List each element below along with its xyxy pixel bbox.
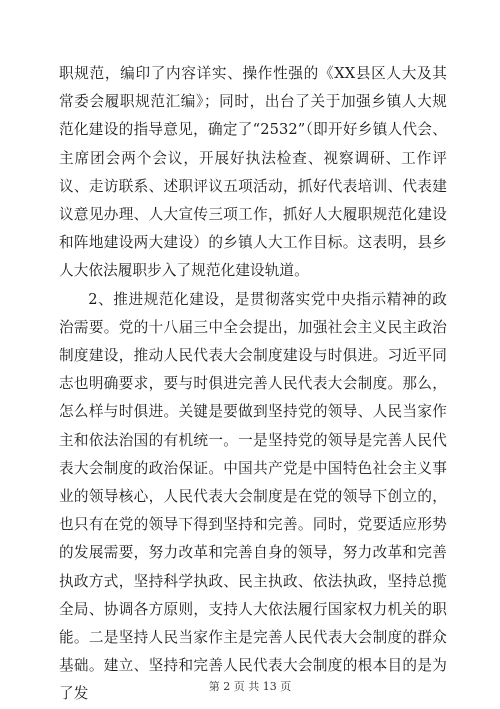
- paragraph-1: 职规范，编印了内容详实、操作性强的《XX县区人大及其常委会履职规范汇编》；同时，出台了关于加强乡镇人大规范化建设的指导意见，确定了“2532”（即开好乡镇人代会、主席团会两个会议，开展好执法检查、视察调研、工作评议、走访联系、述职评议五项活动，抓好代表培训、代表建议意见办理、人大宣传三项工作，抓好人大履职规范化建设和阵地建设两大建设）的乡镇人大工作目标。这表明，县乡人大依法履职步入了规范化建设轨道。: [59, 65, 447, 280]
- page-footer: 第 2 页 共 13 页: [208, 680, 292, 693]
- paragraph-2: 2、推进规范化建设，是贯彻落实党中央指示精神的政治需要。党的十八届三中全会提出，加强社会主义民主政治制度建设，推动人民代表大会制度建设与时俱进。习近平同志也明确要求，要与时俱进完善人民代表大会制度。那么，怎么样与时俱进。关键是要做到坚持党的领导、人民当家作主和依法治国的有机统一。一是坚持党的领导是完善人民代表大会制度的政治保证。中国共产党是中国特色社会主义事业的领导核心，人民代表大会制度是在党的领导下创立的，也只有在党的领导下得到坚持和完善。同时，党要适应形势的发展需要，努力改革和完善自身的领导，努力改革和完善执政方式，坚持科学执政、民主执政、依法执政，坚持总揽全局、协调各方原则，支持人大依法履行国家权力机关的职能。二是坚持人民当家作主是完善人民代表大会制度的群众基础。建立、坚持和完善人民代表大会制度的根本目的是为了发: [59, 290, 447, 703]
- document-body: [59, 60, 447, 709]
